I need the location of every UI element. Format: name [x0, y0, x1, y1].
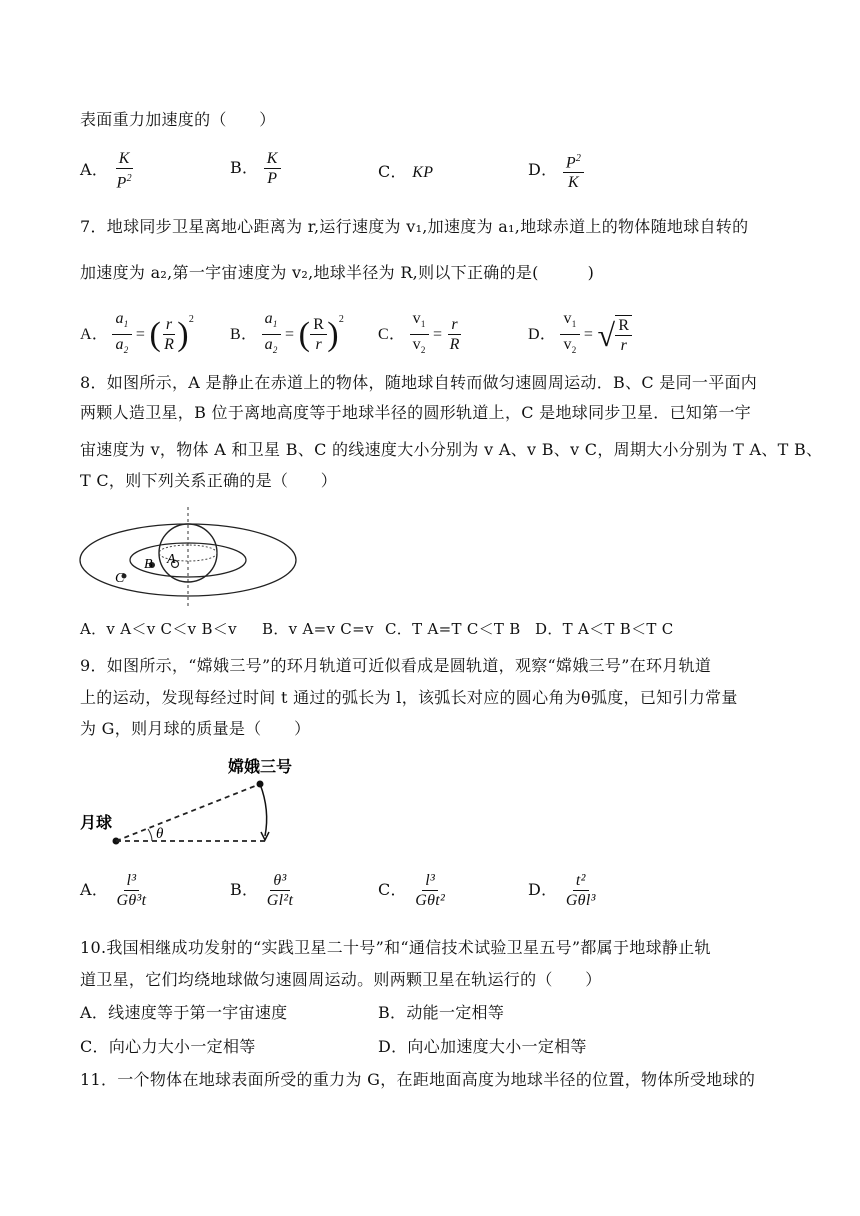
- option-label: B．: [230, 325, 258, 343]
- option-label: A．: [80, 160, 109, 180]
- q7-option-b: B． $\frac{a_1}{a_2}$ = ( $\frac{R}{r}$ ) $^2$: [230, 310, 345, 356]
- q10-option-d: D．向心加速度大小一定相等: [378, 1037, 587, 1056]
- q9-stem-line3: 为 G，则月球的质量是（ ）: [80, 719, 311, 738]
- q6-option-a: A． $\frac{K}{P^2}$: [80, 150, 132, 192]
- q10-stem-line2: 道卫星，它们均绕地球做匀速圆周运动。则两颗卫星在轨运行的（ ）: [80, 970, 602, 989]
- q7-stem-line2: 加速度为 a₂,第一宇宙速度为 v₂,地球半径为 R,则以下正确的是( ): [80, 263, 595, 282]
- option-label: A．: [80, 325, 109, 343]
- q10-option-b: B．动能一定相等: [378, 1003, 505, 1022]
- label-theta: θ: [156, 826, 164, 842]
- q7-option-d: D． $\frac{v_1}{v_2}$ = √ $\frac{R}{r}$: [528, 310, 632, 359]
- q10-stem-line1: 10.我国相继成功发射的“实践卫星二十号”和“通信技术试验卫星五号”都属于地球静止轨: [80, 938, 711, 957]
- option-label: B．: [230, 880, 259, 899]
- option-label: D．: [528, 880, 558, 899]
- q11-stem-line1: 11．一个物体在地球表面所受的重力为 G，在距地面高度为地球半径的位置，物体所受地球的: [80, 1070, 756, 1089]
- q8-orbit-figure: [78, 505, 302, 609]
- q9-orbit-figure: [78, 752, 310, 852]
- q9-option-b: B． $\frac{\text{θ³}}{\text{Gl²t}}$: [230, 872, 294, 909]
- q9-stem-line1: 9．如图所示，“嫦娥三号”的环月轨道可近似看成是圆轨道，观察“嫦娥三号”在环月轨道: [80, 656, 712, 675]
- label-a: A: [167, 552, 176, 567]
- q8-stem-line4: T C，则下列关系正确的是（ ）: [80, 471, 338, 490]
- q8-option-d: D．T A＜T B＜T C: [535, 620, 674, 638]
- q6-option-c: C． KP: [378, 162, 434, 181]
- label-moon: 月球: [80, 813, 113, 832]
- q8-option-b: B．v A=v C=v: [262, 620, 374, 638]
- q9-option-c: C． $\frac{\text{l³}}{\text{Gθt²}}$: [378, 872, 446, 909]
- q9-stem-line2: 上的运动，发现每经过时间 t 通过的弧长为 l，该弧长对应的圆心角为θ弧度，已知引力常量: [80, 688, 738, 707]
- q9-option-d: D． $\frac{\text{t²}}{\text{Gθl³}}$: [528, 872, 596, 909]
- q8-stem-line1: 8．如图所示，A 是静止在赤道上的物体，随地球自转而做匀速圆周运动．B、C 是同一平面内: [80, 373, 758, 392]
- q8-option-c: C．T A=T C＜T B: [385, 620, 521, 638]
- q8-stem-line3: 宙速度为 v，物体 A 和卫星 B、C 的线速度大小分别为 v A、v B、v C，周期大小分别为 T A、T B、: [80, 440, 823, 459]
- label-c: C: [115, 571, 125, 586]
- q6-option-d: D． $\frac{P^2}{K}$: [528, 150, 584, 191]
- option-label: D．: [528, 325, 557, 343]
- q10-option-c: C．向心力大小一定相等: [80, 1037, 256, 1056]
- q8-stem-line2: 两颗人造卫星，B 位于离地高度等于地球半径的圆形轨道上，C 是地球同步卫星．已知第一宇: [80, 403, 752, 422]
- option-label: C．: [378, 162, 407, 181]
- q7-option-c: C． $\frac{v_1}{v_2}$ = $\frac{r}{R}$: [378, 310, 460, 356]
- option-label: A．: [80, 880, 109, 899]
- q7-stem-line1: 7．地球同步卫星离地心距离为 r,运行速度为 v₁,加速度为 a₁,地球赤道上的物体随地球自转的: [80, 217, 749, 236]
- option-label: C．: [378, 880, 407, 899]
- option-label: C．: [378, 325, 406, 343]
- option-label: D．: [528, 160, 558, 180]
- label-probe: 嫦娥三号: [228, 757, 293, 776]
- q6-stem-tail: 表面重力加速度的（ ）: [80, 110, 276, 129]
- q7-option-a: A． $\frac{a_1}{a_2}$ = ( $\frac{r}{R}$ ) $^2$: [80, 310, 195, 356]
- q8-option-a: A．v A＜v C＜v B＜v: [80, 620, 237, 638]
- q9-option-a: A． $\frac{\text{l³}}{\text{Gθ³t}}$: [80, 872, 147, 909]
- option-label: B．: [230, 158, 259, 177]
- q6-option-b: B． $\frac{K}{P}$: [230, 150, 281, 187]
- q10-option-a: A．线速度等于第一宇宙速度: [80, 1003, 288, 1022]
- label-b: B: [144, 557, 153, 572]
